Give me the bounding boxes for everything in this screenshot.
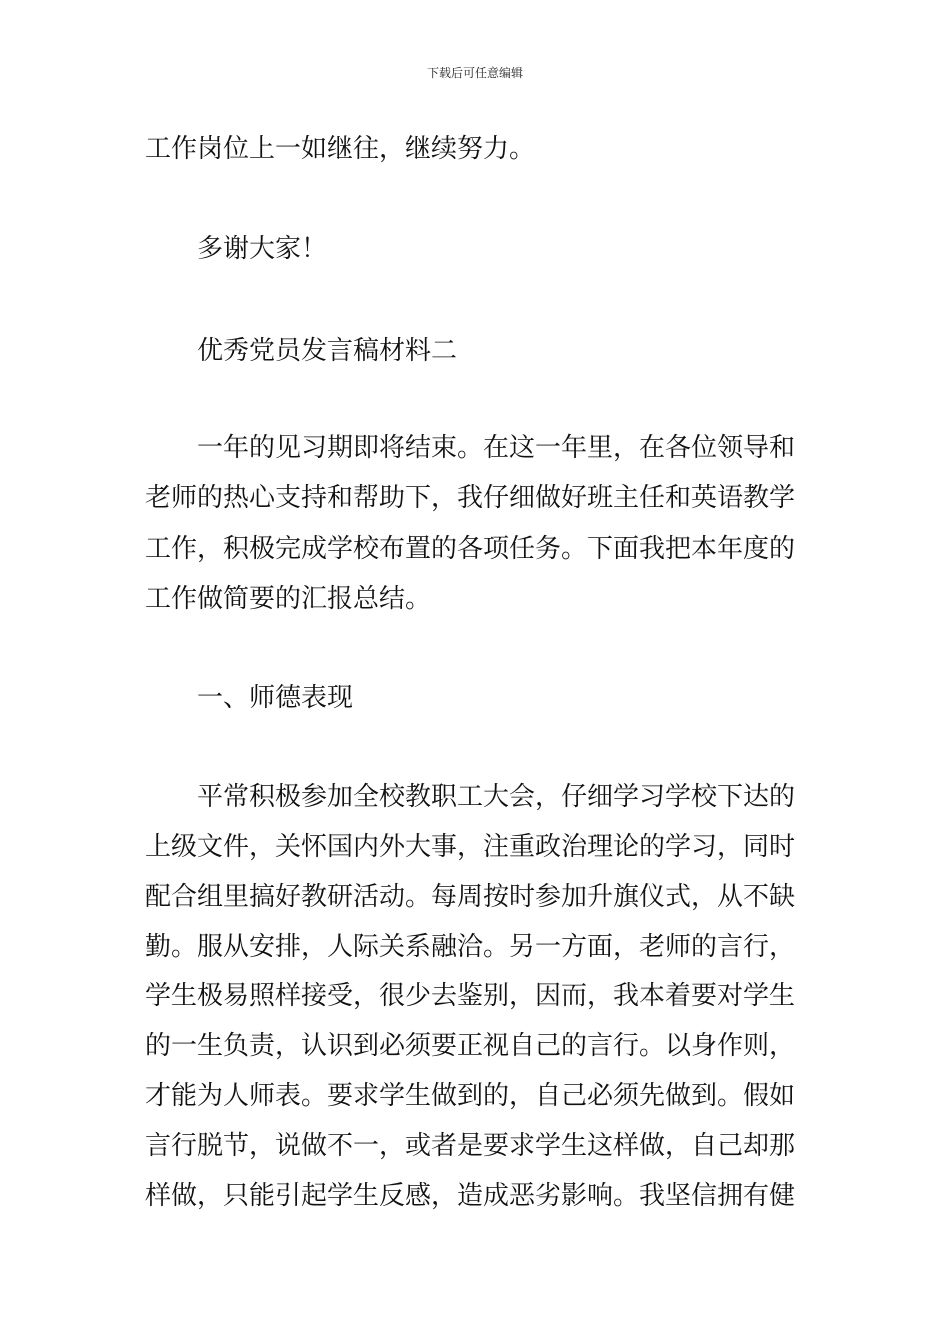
closing-line: 多谢大家！ bbox=[197, 234, 328, 264]
body-line: 平常积极参加全校教职工大会，仔细学习学校下达的 bbox=[197, 782, 796, 812]
body-line: 的一生负责，认识到必须要正视自己的言行。以身作则， bbox=[145, 1031, 796, 1061]
page-header: 下载后可任意编辑 bbox=[426, 66, 523, 80]
body-line: 工作做简要的汇报总结。 bbox=[145, 584, 432, 614]
body-line: 一年的见习期即将结束。在这一年里，在各位领导和 bbox=[197, 433, 796, 463]
body-line: 样做，只能引起学生反感，造成恶劣影响。我坚信拥有健 bbox=[145, 1181, 796, 1211]
body-line: 配合组里搞好教研活动。每周按时参加升旗仪式，从不缺 bbox=[145, 882, 796, 912]
body-line: 言行脱节，说做不一，或者是要求学生这样做，自己却那 bbox=[145, 1131, 796, 1161]
body-line: 工作岗位上一如继往，继续努力。 bbox=[145, 134, 536, 164]
body-line: 才能为人师表。要求学生做到的，自己必须先做到。假如 bbox=[145, 1081, 796, 1111]
section-heading: 一、师德表现 bbox=[197, 683, 354, 713]
body-line: 上级文件，关怀国内外大事，注重政治理论的学习，同时 bbox=[145, 832, 796, 862]
body-line: 勤。服从安排，人际关系融洽。另一方面，老师的言行， bbox=[145, 932, 796, 962]
section-title: 优秀党员发言稿材料二 bbox=[197, 336, 458, 366]
body-line: 学生极易照样接受，很少去鉴别，因而，我本着要对学生 bbox=[145, 981, 796, 1011]
body-line: 工作，积极完成学校布置的各项任务。下面我把本年度的 bbox=[145, 534, 796, 564]
body-line: 老师的热心支持和帮助下，我仔细做好班主任和英语教学 bbox=[145, 483, 796, 513]
